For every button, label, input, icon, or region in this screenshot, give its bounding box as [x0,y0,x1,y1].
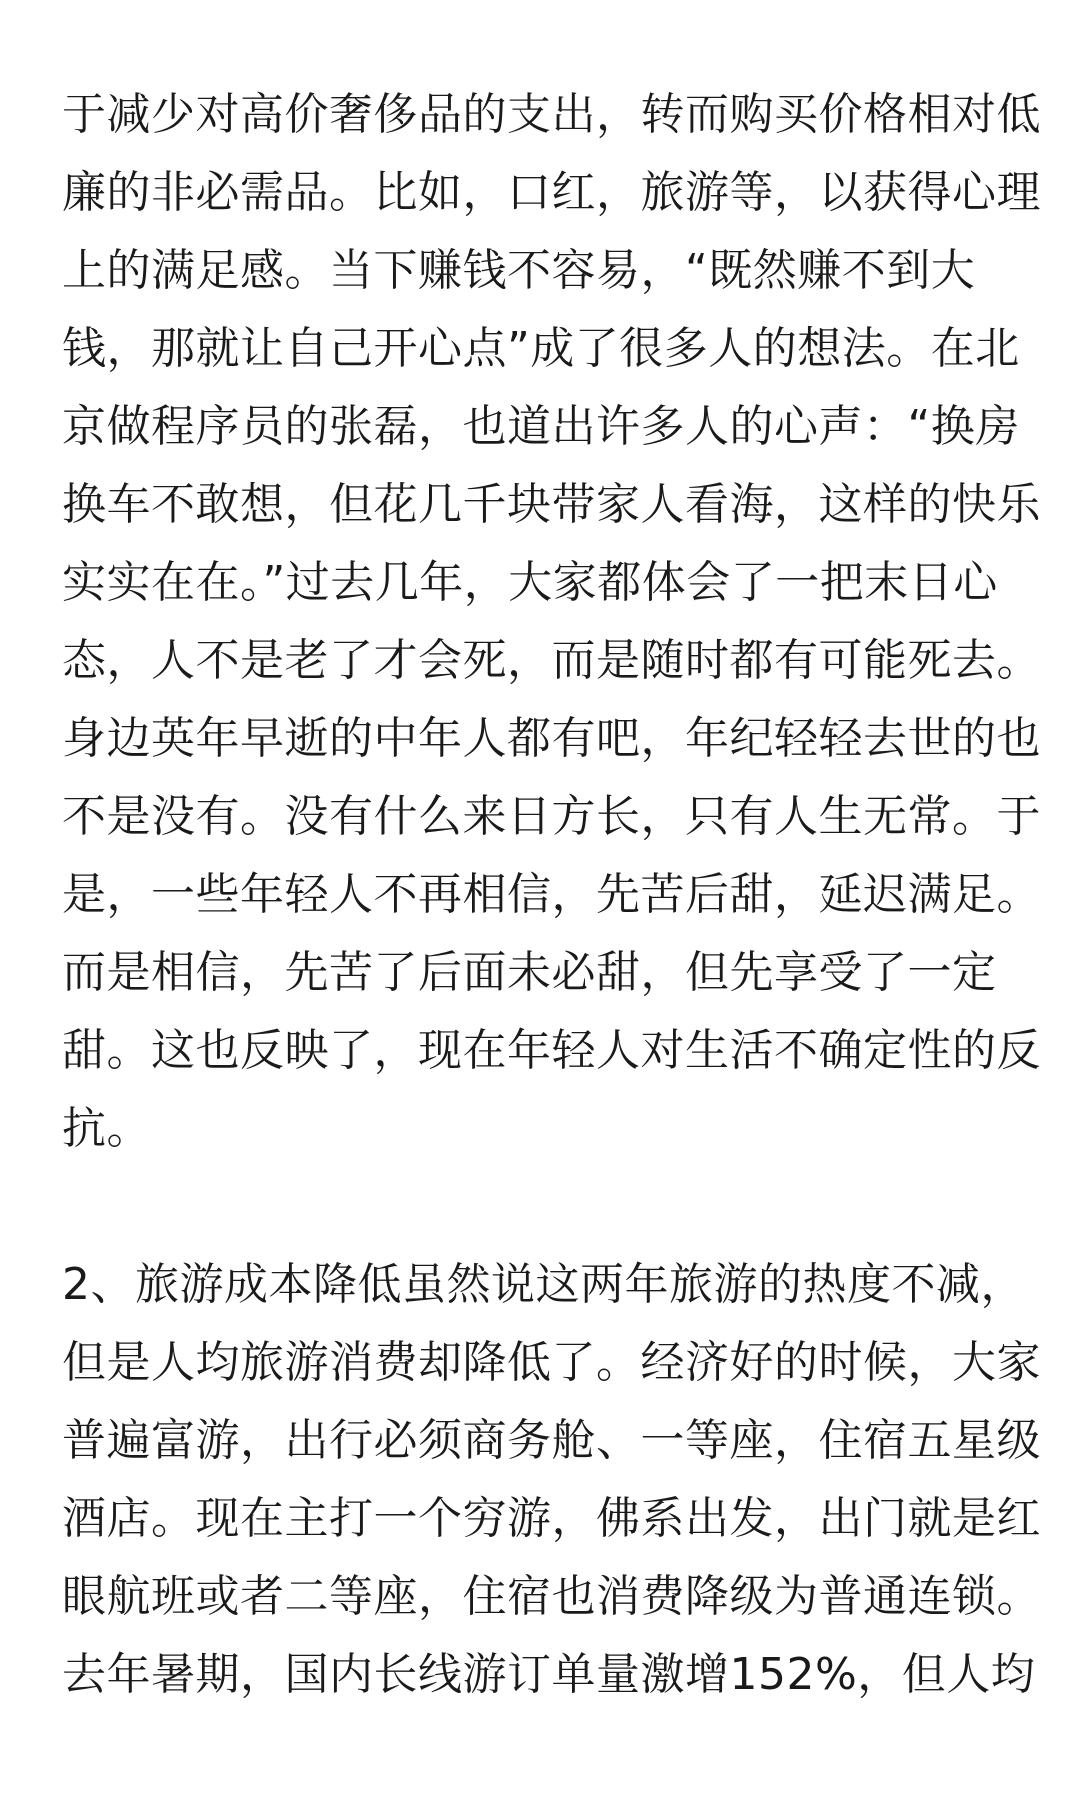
text-line: 上的满足感。当下赚钱不容易，“既然赚不到大 [62,245,976,296]
text-line: 而是相信，先苦了后面未必甜，但先享受了一定 [62,947,997,998]
text-line: 于减少对高价奢侈品的支出，转而购买价格相对低 [62,89,1041,140]
article-body [62,76,1041,1714]
text-line: 抗。 [62,1103,151,1154]
text-line: 身边英年早逝的中年人都有吧，年纪轻轻去世的也 [62,713,1041,764]
text-line: 是，一些年轻人不再相信，先苦后甜，延迟满足。 [62,869,1041,920]
text-line: 廉的非必需品。比如，口红，旅游等，以获得心理 [62,167,1041,218]
text-line: 去年暑期，国内长线游订单量激增152%，但人均 [62,1649,1036,1700]
text-line: 甜。这也反映了，现在年轻人对生活不确定性的反 [62,1025,1041,1076]
text-line: 钱，那就让自己开心点”成了很多人的想法。在北 [62,323,1020,374]
text-line: 不是没有。没有什么来日方长，只有人生无常。于 [62,791,1041,842]
text-line: 京做程序员的张磊，也道出许多人的心声：“换房 [62,401,1020,452]
text-line: 实实在在。”过去几年，大家都体会了一把末日心 [62,557,998,608]
text-line: 酒店。现在主打一个穷游，佛系出发，出门就是红 [62,1493,1041,1544]
paragraph-spacer [62,1168,1022,1246]
paragraph-1 [62,76,1041,1168]
text-line: 眼航班或者二等座，住宿也消费降级为普通连锁。 [62,1571,1041,1622]
text-line: 但是人均旅游消费却降低了。经济好的时候，大家 [62,1337,1041,1388]
paragraph-2 [62,1246,1041,1714]
text-line: 普遍富游，出行必须商务舱、一等座，住宿五星级 [62,1415,1041,1466]
text-line: 2、旅游成本降低虽然说这两年旅游的热度不减， [62,1259,1025,1310]
text-line: 换车不敢想，但花几千块带家人看海，这样的快乐 [62,479,1041,530]
text-line: 态，人不是老了才会死，而是随时都有可能死去。 [62,635,1041,686]
